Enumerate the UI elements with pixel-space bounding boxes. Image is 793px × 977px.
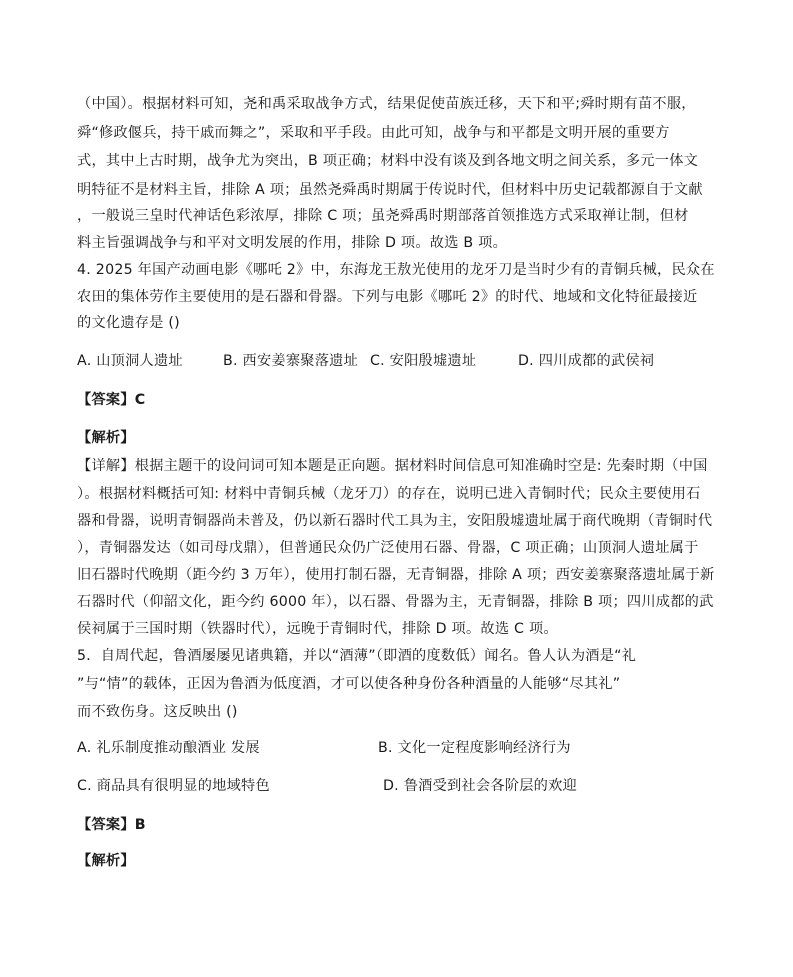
text-line: 式，其中上古时期，战争尤为突出，B 项正确；材料中没有谈及到各地文明之间关系，多元一体文	[77, 153, 699, 169]
question-stem-line: 5．自周代起，鲁酒屡屡见诸典籍，并以“酒薄”（即酒的度数低）闻名。鲁人认为酒是“礼	[77, 648, 637, 664]
text-line: （中国）。根据材料可知，尧和禹采取战争方式，结果促使苗族迁移，天下和平;舜时期有苗不服，	[77, 96, 696, 112]
analysis-label: 【解析】	[77, 430, 135, 446]
option-d: D. 四川成都的武侯祠	[518, 353, 655, 369]
question-stem-line: ”与“情”的载体，正因为鲁酒为低度酒，才可以使各种身份各种酒量的人能够“尽其礼”	[77, 676, 621, 692]
detail-line: 石器时代（仰韶文化，距今约 6000 年），以石器、骨器为主，无青铜器，排除 B 项；四川成都的武	[77, 594, 714, 610]
option-b: B. 文化一定程度影响经济行为	[378, 740, 571, 756]
option-a: A. 山顶洞人遗址	[77, 353, 183, 369]
answer-label: 【答案】C	[77, 392, 146, 408]
option-c: C. 商品具有很明显的地域特色	[77, 778, 270, 794]
option-c: C. 安阳殷墟遗址	[370, 353, 477, 369]
text-line: ，一般说三皇时代神话色彩浓厚，排除 C 项；虽尧舜禹时期部落首领推选方式采取禅让制，但材	[77, 208, 689, 224]
detail-line: 侯祠属于三国时期（铁器时代），远晚于青铜时代，排除 D 项。故选 C 项。	[77, 621, 558, 637]
detail-line: 器和骨器，说明青铜器尚未普及，仍以新石器时代工具为主，安阳殷墟遗址属于商代晚期（青铜时代	[77, 513, 713, 529]
question-stem-line: 而不致伤身。这反映出 ()	[77, 704, 238, 720]
analysis-label: 【解析】	[77, 853, 135, 869]
answer-label: 【答案】B	[77, 817, 146, 833]
text-line: 明特征不是材料主旨，排除 A 项；虽然尧舜禹时期属于传说时代，但材料中历史记载都源自于文献	[77, 182, 703, 198]
question-stem-line: 的文化遗存是 ()	[77, 315, 180, 331]
detail-line: ），青铜器发达（如司母戊鼎），但普通民众仍广泛使用石器、骨器，C 项正确；山顶洞人遗址属于	[77, 540, 699, 556]
text-line: 舜“修政偃兵，持干戚而舞之”，采取和平手段。由此可知，战争与和平都是文明开展的重要方	[77, 125, 670, 141]
option-a: A. 礼乐制度推动酿酒业 发展	[77, 740, 260, 756]
question-stem-line: 农田的集体劳作主要使用的是石器和骨器。下列与电影《哪吒 2》的时代、地域和文化特征最接近	[77, 289, 698, 305]
text-line: 料主旨强调战争与和平对文明发展的作用，排除 D 项。故选 B 项。	[77, 235, 508, 251]
detail-line: ）。根据材料概括可知: 材料中青铜兵械（龙牙刀）的存在，说明已进入青铜时代；民众主要使用石	[77, 486, 701, 502]
detail-line: 【详解】根据主题干的设问词可知本题是正向题。据材料时间信息可知准确时空是: 先秦时期（中国	[77, 458, 708, 474]
detail-line: 旧石器时代晚期（距今约 3 万年），使用打制石器，无青铜器，排除 A 项；西安姜寨聚落遗址属于新	[77, 567, 715, 583]
option-d: D. 鲁酒受到社会各阶层的欢迎	[383, 778, 577, 794]
question-stem-line: 4. 2025 年国产动画电影《哪吒 2》中，东海龙王敖光使用的龙牙刀是当时少有的青铜兵械，民众在	[77, 262, 715, 278]
option-b: B. 西安姜寨聚落遗址	[223, 353, 359, 369]
